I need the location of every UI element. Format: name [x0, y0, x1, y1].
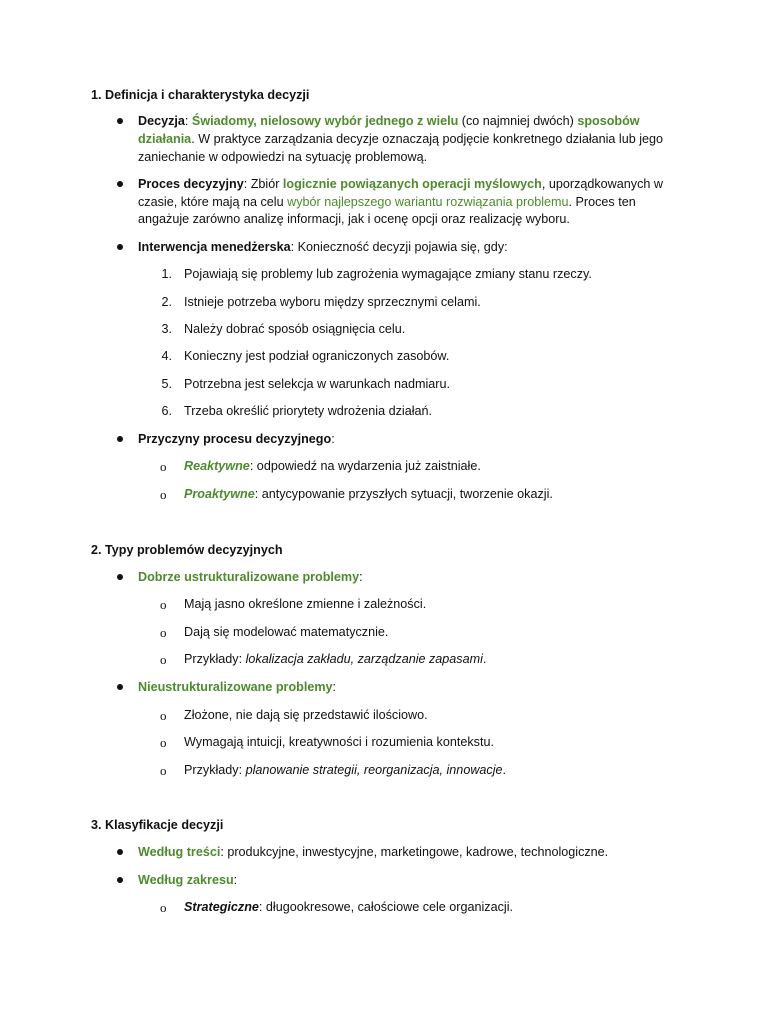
nieustr-line [138, 680, 336, 694]
proces-line-2 [138, 195, 636, 209]
nieustr-term: Nieustrukturalizowane problemy [138, 680, 333, 694]
proces-rest-0: , uporządkowanych w [541, 177, 663, 191]
zakres-rest: : [233, 873, 238, 887]
decyzja-line-2 [138, 132, 663, 146]
list-item: Konieczny jest podział ograniczonych zasobów. [184, 349, 450, 363]
bullet-dot [117, 849, 123, 855]
reaktywne-text: : odpowiedź na wydarzenia już zaistniałe. [249, 459, 481, 473]
section-3-heading: 3. Klasyfikacje decyzji [91, 818, 224, 832]
interwencja-rest: : Konieczność decyzji pojawia się, gdy: [290, 240, 508, 254]
bullet-dot [117, 181, 123, 187]
decyzja-green-3: działania [138, 132, 192, 146]
decyzja-green-2: sposobów [577, 114, 640, 128]
proaktywne-term: Proaktywne [184, 487, 255, 501]
zakres-term: Według zakresu [138, 873, 234, 887]
list-item: Pojawiają się problemy lub zagrożenia wymagające zmiany stanu rzeczy. [184, 267, 592, 281]
decyzja-colon: : [184, 114, 192, 128]
bullet-dot [117, 436, 123, 442]
bullet-dot [117, 244, 123, 250]
decyzja-rest-1: . W praktyce zarządzania decyzje oznaczają podjęcie konkretnego działania lub jego [191, 132, 664, 146]
examples-italic: lokalizacja zakładu, zarządzanie zapasami [245, 652, 483, 666]
list-item: Dają się modelować matematycznie. [184, 625, 389, 639]
przyczyny-rest: : [331, 432, 335, 446]
sub-bullet-marker: o [160, 900, 167, 915]
zakres-line [138, 873, 237, 887]
tresc-term: Według treści [138, 845, 221, 859]
sub-bullet-marker: o [160, 735, 167, 750]
list-item [184, 652, 486, 666]
decyzja-line-3: zaniechanie w odpowiedzi na sytuację problemową. [138, 150, 428, 164]
sub-bullet-marker: o [160, 597, 167, 612]
examples-suffix: . [482, 652, 487, 666]
proces-line-3: angażuje zarówno analizę informacji, jak i ocenę opcji oraz realizację wyboru. [138, 212, 570, 226]
list-number: 3. [161, 322, 172, 336]
list-item: Należy dobrać sposób osiągnięcia celu. [184, 322, 406, 336]
tresc-rest: : produkcyjne, inwestycyjne, marketingowe, kadrowe, technologiczne. [220, 845, 609, 859]
interwencja-line [138, 240, 508, 254]
section-2-heading: 2. Typy problemów decyzyjnych [91, 543, 283, 557]
decyzja-term: Decyzja [138, 114, 185, 128]
examples-suffix: . [502, 763, 507, 777]
sub-bullet-marker: o [160, 459, 167, 474]
sub-bullet-marker: o [160, 625, 167, 640]
przyczyny-item [184, 459, 481, 473]
list-item [184, 763, 506, 777]
decyzja-line-1 [138, 114, 640, 128]
sub-bullet-marker: o [160, 763, 167, 778]
proces-green: logicznie powiązanych operacji myślowych [282, 177, 542, 191]
proces-colon: : Zbiór [243, 177, 283, 191]
dobrze-line [138, 570, 363, 584]
section-1-heading: 1. Definicja i charakterystyka decyzji [91, 88, 310, 102]
list-item: Wymagają intuicji, kreatywności i rozumienia kontekstu. [184, 735, 494, 749]
sub-bullet-marker: o [160, 487, 167, 502]
list-number: 6. [161, 404, 172, 418]
bullet-dot [117, 118, 123, 124]
decyzja-definition: Świadomy, nielosowy wybór jednego z wielu [191, 114, 459, 128]
examples-prefix: Przykłady: [184, 763, 246, 777]
strategiczne-text: : długookresowe, całościowe cele organizacji. [258, 900, 513, 914]
decyzja-mid: (co najmniej dwóch) [458, 114, 578, 128]
zakres-item [184, 900, 513, 914]
reaktywne-term: Reaktywne [184, 459, 250, 473]
proces-green-2: wybór najlepszego wariantu rozwiązania problemu [287, 195, 569, 209]
list-item: Mają jasno określone zmienne i zależności. [184, 597, 427, 611]
interwencja-term: Interwencja menedżerska [138, 240, 291, 254]
list-item: Złożone, nie dają się przedstawić ilościowo. [184, 708, 428, 722]
sub-bullet-marker: o [160, 652, 167, 667]
przyczyny-term: Przyczyny procesu decyzyjnego [138, 432, 332, 446]
list-number: 1. [161, 267, 172, 281]
dobrze-rest: : [359, 570, 363, 584]
przyczyny-line [138, 432, 335, 446]
proces-line2b: . Proces ten [568, 195, 636, 209]
list-item: Trzeba określić priorytety wdrożenia działań. [184, 404, 433, 418]
bullet-dot [117, 574, 123, 580]
list-number: 2. [161, 295, 172, 309]
bullet-dot [117, 684, 123, 690]
examples-italic: planowanie strategii, reorganizacja, innowacje [245, 763, 503, 777]
list-item: Istnieje potrzeba wyboru między sprzecznymi celami. [184, 295, 481, 309]
sub-bullet-marker: o [160, 708, 167, 723]
list-number: 4. [161, 349, 172, 363]
przyczyny-item [184, 487, 553, 501]
dobrze-term: Dobrze ustrukturalizowane problemy [138, 570, 360, 584]
examples-prefix: Przykłady: [184, 652, 246, 666]
list-number: 5. [161, 377, 172, 391]
proaktywne-text: : antycypowanie przyszłych sytuacji, tworzenie okazji. [254, 487, 553, 501]
proces-line2a: czasie, które mają na celu [138, 195, 288, 209]
bullet-dot [117, 877, 123, 883]
list-item: Potrzebna jest selekcja w warunkach nadmiaru. [184, 377, 450, 391]
tresc-line [138, 845, 608, 859]
strategiczne-term: Strategiczne [184, 900, 259, 914]
nieustr-rest: : [332, 680, 337, 694]
proces-line-1 [138, 177, 663, 191]
proces-term: Proces decyzyjny [138, 177, 244, 191]
